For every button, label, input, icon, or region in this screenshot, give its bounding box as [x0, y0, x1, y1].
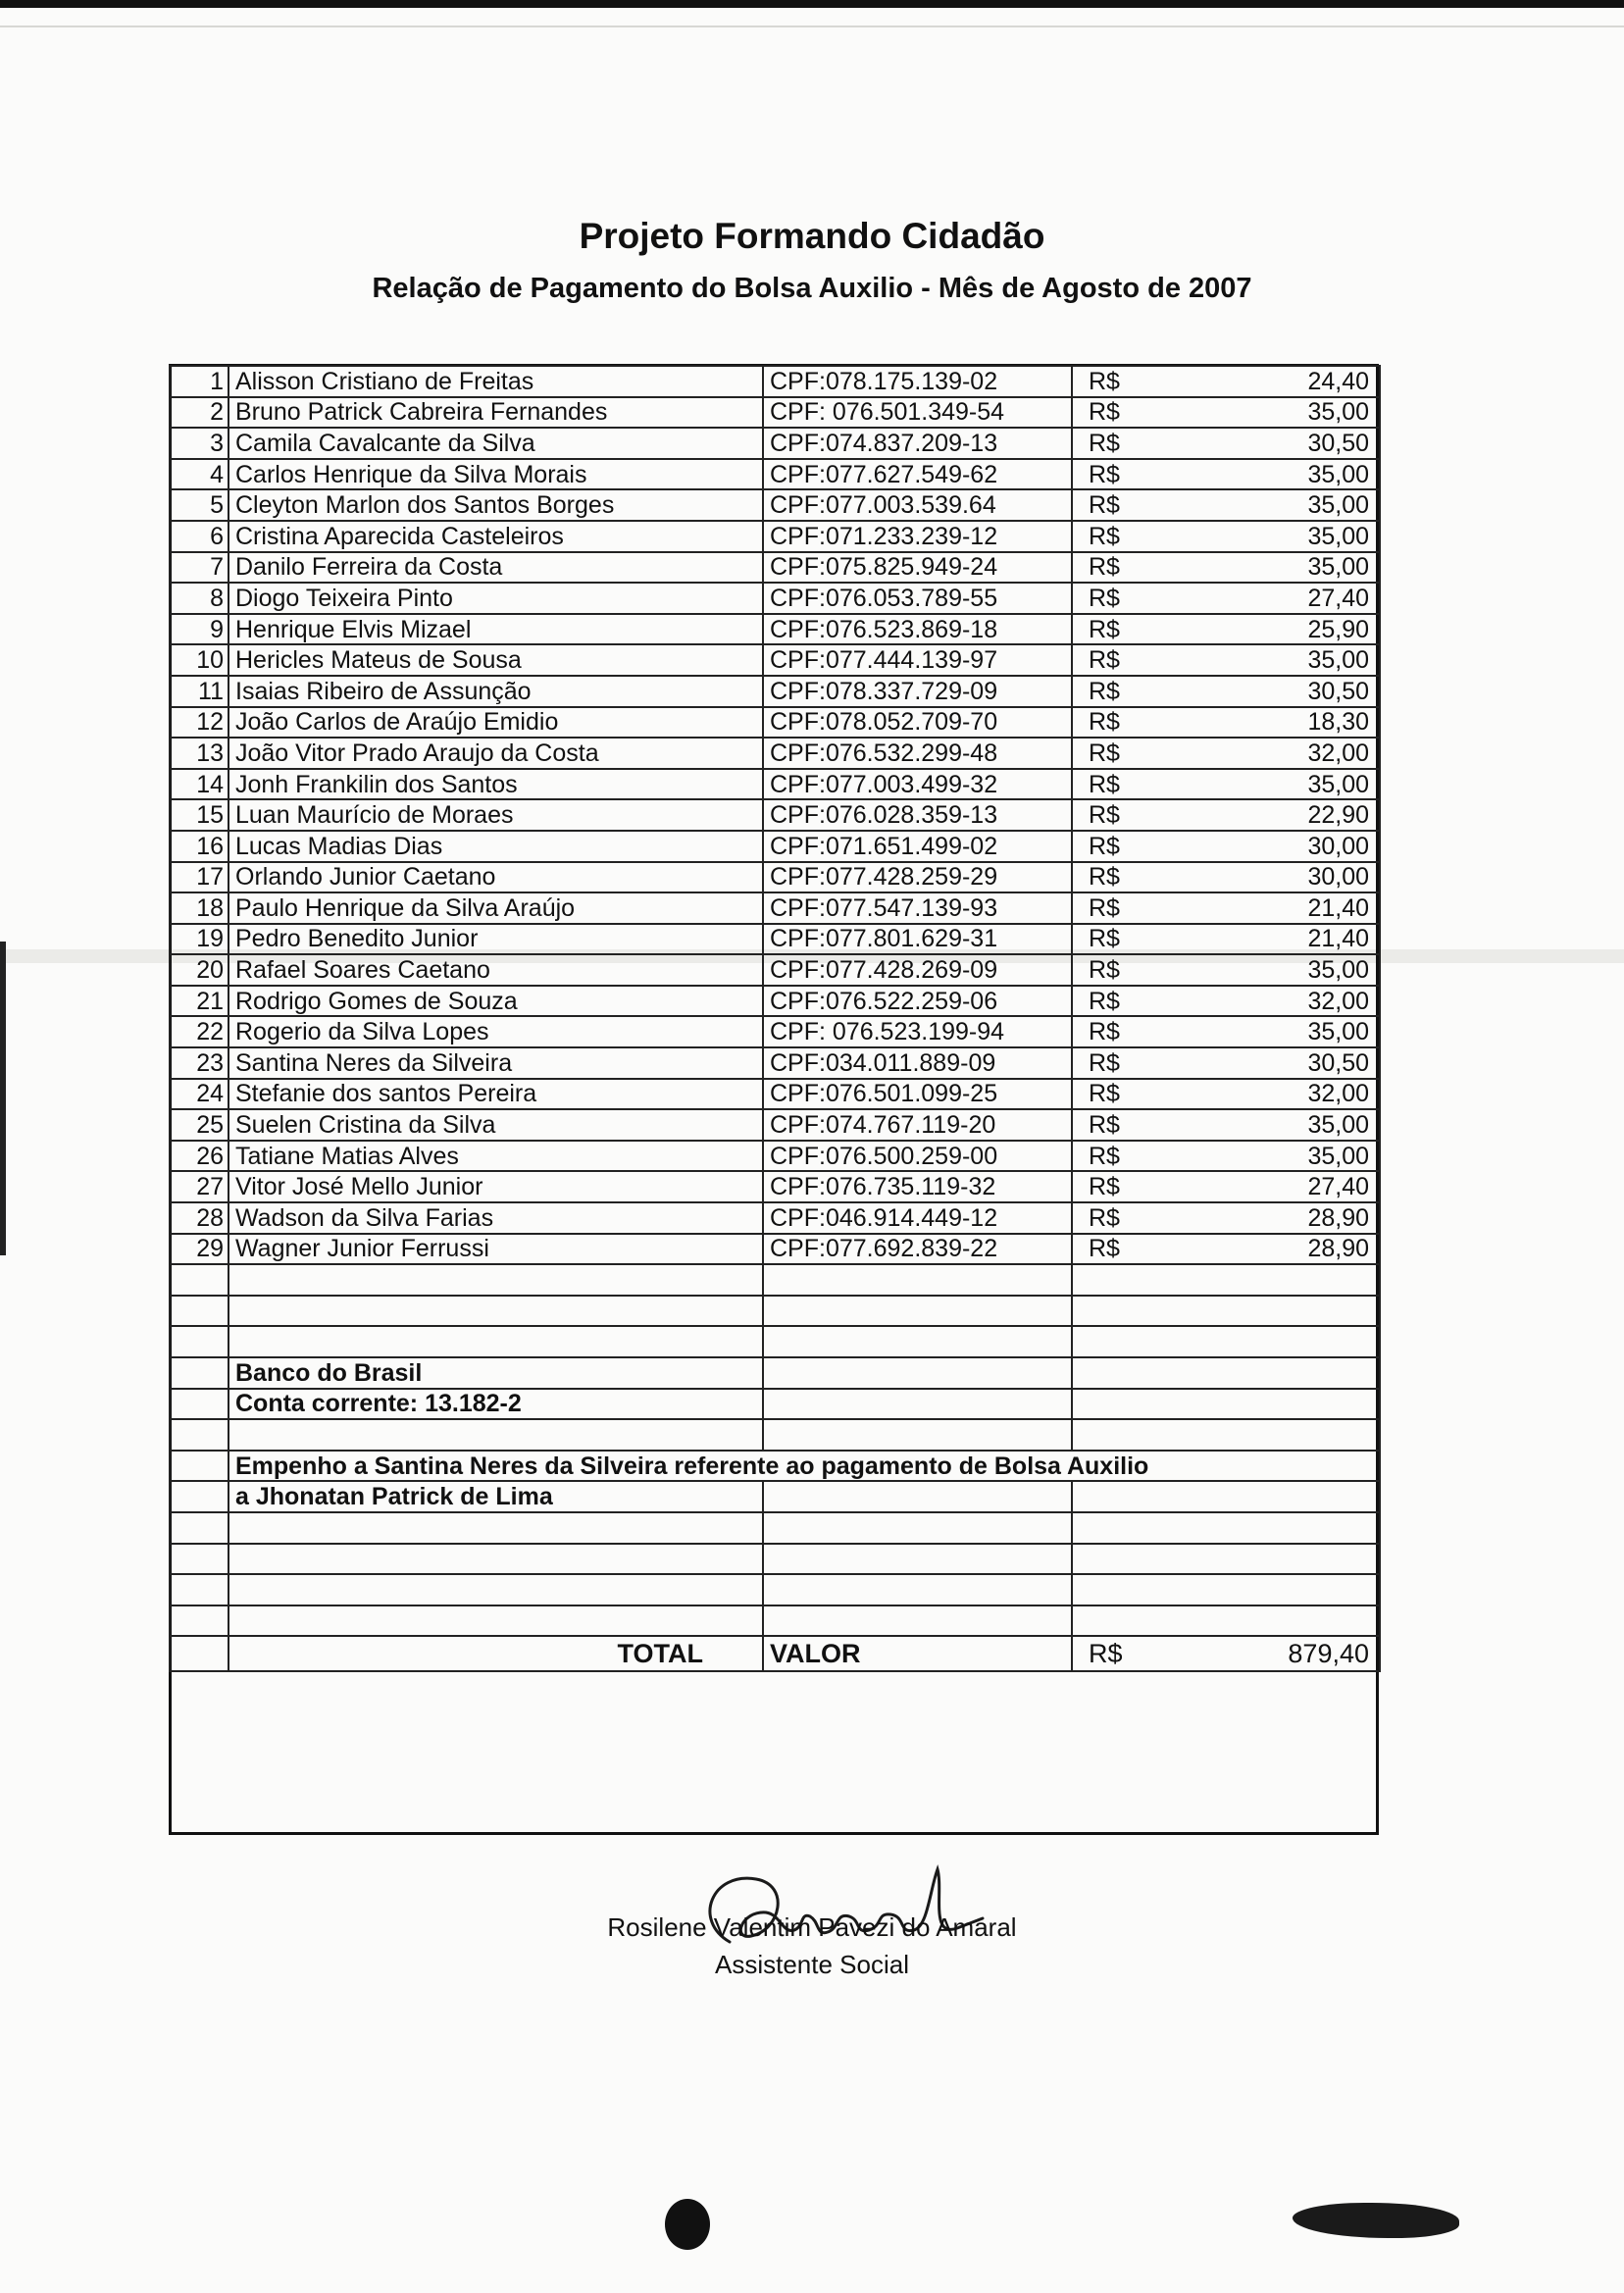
currency-symbol: R$ — [1072, 1109, 1141, 1141]
payment-amount: 32,00 — [1141, 1079, 1380, 1110]
row-number: 6 — [170, 521, 228, 552]
beneficiary-cpf: CPF:077.003.539.64 — [763, 489, 1072, 521]
currency-symbol: R$ — [1072, 1171, 1141, 1202]
payment-amount: 35,00 — [1141, 954, 1380, 986]
table-row — [170, 1109, 1380, 1141]
table-row — [170, 459, 1380, 490]
currency-symbol: R$ — [1072, 954, 1141, 986]
currency-symbol: R$ — [1072, 1047, 1141, 1079]
payment-amount: 25,90 — [1141, 614, 1380, 645]
payment-amount: 30,50 — [1141, 676, 1380, 707]
fold-line — [0, 25, 1624, 27]
currency-symbol: R$ — [1072, 738, 1141, 769]
beneficiary-name: Paulo Henrique da Silva Araújo — [228, 892, 763, 924]
beneficiary-cpf: CPF: 076.523.199-94 — [763, 1016, 1072, 1047]
table-row — [170, 521, 1380, 552]
punch-hole — [665, 2199, 710, 2250]
beneficiary-name: Orlando Junior Caetano — [228, 862, 763, 893]
beneficiary-cpf: CPF:046.914.449-12 — [763, 1202, 1072, 1234]
currency-symbol: R$ — [1072, 1079, 1141, 1110]
footer-rows — [170, 1264, 1380, 1671]
beneficiary-cpf: CPF:076.053.789-55 — [763, 583, 1072, 614]
payment-amount: 21,40 — [1141, 892, 1380, 924]
currency-symbol: R$ — [1072, 1141, 1141, 1172]
row-number: 21 — [170, 986, 228, 1017]
beneficiary-cpf: CPF:078.175.139-02 — [763, 366, 1072, 397]
payment-amount: 35,00 — [1141, 489, 1380, 521]
beneficiary-name: Danilo Ferreira da Costa — [228, 552, 763, 584]
beneficiary-cpf: CPF:076.523.869-18 — [763, 614, 1072, 645]
bank-row — [170, 1357, 1380, 1389]
beneficiary-name: Hericles Mateus de Sousa — [228, 644, 763, 676]
payment-amount: 21,40 — [1141, 924, 1380, 955]
row-number: 11 — [170, 676, 228, 707]
beneficiary-name: João Vitor Prado Araujo da Costa — [228, 738, 763, 769]
currency-symbol: R$ — [1072, 799, 1141, 831]
beneficiary-cpf: CPF:077.444.139-97 — [763, 644, 1072, 676]
signatory-name: Rosilene Valentim Pavezi do Amaral — [607, 1912, 1017, 1942]
row-number: 26 — [170, 1141, 228, 1172]
row-number: 23 — [170, 1047, 228, 1079]
beneficiary-cpf: CPF:076.501.099-25 — [763, 1079, 1072, 1110]
beneficiary-name: Cleyton Marlon dos Santos Borges — [228, 489, 763, 521]
currency-symbol: R$ — [1072, 552, 1141, 584]
payment-amount: 32,00 — [1141, 738, 1380, 769]
table-row — [170, 428, 1380, 459]
beneficiary-cpf: CPF:034.011.889-09 — [763, 1047, 1072, 1079]
row-number: 29 — [170, 1234, 228, 1265]
beneficiary-name: Pedro Benedito Junior — [228, 924, 763, 955]
blank-row — [170, 1574, 1380, 1605]
blank-row — [170, 1419, 1380, 1451]
beneficiary-name: Lucas Madias Dias — [228, 831, 763, 862]
table-row — [170, 583, 1380, 614]
beneficiary-cpf: CPF:077.003.499-32 — [763, 769, 1072, 800]
payment-amount: 35,00 — [1141, 1141, 1380, 1172]
currency-symbol: R$ — [1072, 489, 1141, 521]
row-number: 5 — [170, 489, 228, 521]
bank-account: Conta corrente: 13.182-2 — [228, 1389, 763, 1420]
table-row — [170, 1047, 1380, 1079]
account-row — [170, 1389, 1380, 1420]
total-currency: R$ — [1072, 1636, 1141, 1671]
beneficiary-name: Bruno Patrick Cabreira Fernandes — [228, 397, 763, 429]
payment-amount: 35,00 — [1141, 769, 1380, 800]
table-row — [170, 986, 1380, 1017]
currency-symbol: R$ — [1072, 1016, 1141, 1047]
currency-symbol: R$ — [1072, 614, 1141, 645]
table-row — [170, 924, 1380, 955]
payment-amount: 18,30 — [1141, 707, 1380, 739]
beneficiary-name: Diogo Teixeira Pinto — [228, 583, 763, 614]
row-number: 18 — [170, 892, 228, 924]
payment-amount: 35,00 — [1141, 1109, 1380, 1141]
beneficiary-cpf: CPF:076.500.259-00 — [763, 1141, 1072, 1172]
currency-symbol: R$ — [1072, 986, 1141, 1017]
currency-symbol: R$ — [1072, 397, 1141, 429]
blank-row — [170, 1326, 1380, 1357]
table-row — [170, 1202, 1380, 1234]
row-number: 14 — [170, 769, 228, 800]
payment-amount: 30,50 — [1141, 428, 1380, 459]
page-subtitle: Relação de Pagamento do Bolsa Auxilio - Mês de Agosto de 2007 — [372, 273, 1252, 304]
row-number: 1 — [170, 366, 228, 397]
beneficiary-cpf: CPF:076.028.359-13 — [763, 799, 1072, 831]
currency-symbol: R$ — [1072, 366, 1141, 397]
row-number: 16 — [170, 831, 228, 862]
table-row — [170, 366, 1380, 397]
currency-symbol: R$ — [1072, 583, 1141, 614]
table-row — [170, 1079, 1380, 1110]
table-row — [170, 769, 1380, 800]
note-row — [170, 1451, 1380, 1482]
payment-amount: 35,00 — [1141, 644, 1380, 676]
currency-symbol: R$ — [1072, 862, 1141, 893]
row-number: 20 — [170, 954, 228, 986]
row-number: 4 — [170, 459, 228, 490]
table-row — [170, 676, 1380, 707]
total-value-label: VALOR — [763, 1636, 1072, 1671]
blank-row — [170, 1264, 1380, 1296]
payment-amount: 35,00 — [1141, 1016, 1380, 1047]
table-row — [170, 831, 1380, 862]
table-row — [170, 1016, 1380, 1047]
payment-amount: 30,50 — [1141, 1047, 1380, 1079]
scan-left-edge — [0, 942, 6, 1255]
row-number: 9 — [170, 614, 228, 645]
payment-amount: 32,00 — [1141, 986, 1380, 1017]
beneficiary-cpf: CPF:078.052.709-70 — [763, 707, 1072, 739]
row-number: 8 — [170, 583, 228, 614]
beneficiary-cpf: CPF:076.522.259-06 — [763, 986, 1072, 1017]
table-row — [170, 707, 1380, 739]
currency-symbol: R$ — [1072, 769, 1141, 800]
beneficiary-name: Rodrigo Gomes de Souza — [228, 986, 763, 1017]
beneficiary-name: Rafael Soares Caetano — [228, 954, 763, 986]
payment-amount: 27,40 — [1141, 1171, 1380, 1202]
table-row — [170, 489, 1380, 521]
row-number: 17 — [170, 862, 228, 893]
payment-rows — [170, 366, 1380, 1264]
beneficiary-cpf: CPF:077.547.139-93 — [763, 892, 1072, 924]
row-number: 15 — [170, 799, 228, 831]
beneficiary-cpf: CPF:077.428.269-09 — [763, 954, 1072, 986]
beneficiary-cpf: CPF:076.532.299-48 — [763, 738, 1072, 769]
beneficiary-cpf: CPF:077.627.549-62 — [763, 459, 1072, 490]
table-row — [170, 892, 1380, 924]
table-row — [170, 1141, 1380, 1172]
currency-symbol: R$ — [1072, 676, 1141, 707]
currency-symbol: R$ — [1072, 428, 1141, 459]
currency-symbol: R$ — [1072, 521, 1141, 552]
total-label: TOTAL — [228, 1636, 763, 1671]
signatory-role: Assistente Social — [715, 1950, 909, 1979]
beneficiary-cpf: CPF:078.337.729-09 — [763, 676, 1072, 707]
beneficiary-name: Stefanie dos santos Pereira — [228, 1079, 763, 1110]
ink-blot — [1293, 2203, 1459, 2238]
payment-amount: 24,40 — [1141, 366, 1380, 397]
note-line-1: Empenho a Santina Neres da Silveira referente ao pagamento de Bolsa Auxilio — [228, 1451, 1380, 1482]
total-row — [170, 1636, 1380, 1671]
currency-symbol: R$ — [1072, 924, 1141, 955]
note-line-2: a Jhonatan Patrick de Lima — [228, 1481, 763, 1512]
payment-amount: 30,00 — [1141, 831, 1380, 862]
currency-symbol: R$ — [1072, 644, 1141, 676]
table-row — [170, 738, 1380, 769]
row-number: 24 — [170, 1079, 228, 1110]
beneficiary-cpf: CPF:076.735.119-32 — [763, 1171, 1072, 1202]
beneficiary-name: Jonh Frankilin dos Santos — [228, 769, 763, 800]
row-number: 7 — [170, 552, 228, 584]
beneficiary-name: Santina Neres da Silveira — [228, 1047, 763, 1079]
currency-symbol: R$ — [1072, 1202, 1141, 1234]
beneficiary-name: Isaias Ribeiro de Assunção — [228, 676, 763, 707]
beneficiary-cpf: CPF:075.825.949-24 — [763, 552, 1072, 584]
table-row — [170, 954, 1380, 986]
blank-row — [170, 1296, 1380, 1327]
total-amount: 879,40 — [1141, 1636, 1380, 1671]
beneficiary-name: Suelen Cristina da Silva — [228, 1109, 763, 1141]
beneficiary-name: Luan Maurício de Moraes — [228, 799, 763, 831]
beneficiary-cpf: CPF:071.233.239-12 — [763, 521, 1072, 552]
blank-row — [170, 1605, 1380, 1637]
table-row — [170, 644, 1380, 676]
currency-symbol: R$ — [1072, 892, 1141, 924]
row-number: 12 — [170, 707, 228, 739]
beneficiary-name: Alisson Cristiano de Freitas — [228, 366, 763, 397]
table-row — [170, 1171, 1380, 1202]
beneficiary-name: João Carlos de Araújo Emidio — [228, 707, 763, 739]
row-number: 13 — [170, 738, 228, 769]
beneficiary-cpf: CPF:077.692.839-22 — [763, 1234, 1072, 1265]
row-number: 2 — [170, 397, 228, 429]
beneficiary-name: Carlos Henrique da Silva Morais — [228, 459, 763, 490]
currency-symbol: R$ — [1072, 831, 1141, 862]
blank-row — [170, 1512, 1380, 1544]
payment-amount: 35,00 — [1141, 397, 1380, 429]
bank-name: Banco do Brasil — [228, 1357, 763, 1389]
beneficiary-name: Vitor José Mello Junior — [228, 1171, 763, 1202]
payment-amount: 22,90 — [1141, 799, 1380, 831]
payment-amount: 35,00 — [1141, 459, 1380, 490]
payment-amount: 28,90 — [1141, 1202, 1380, 1234]
beneficiary-name: Wadson da Silva Farias — [228, 1202, 763, 1234]
beneficiary-cpf: CPF:071.651.499-02 — [763, 831, 1072, 862]
beneficiary-name: Henrique Elvis Mizael — [228, 614, 763, 645]
payment-amount: 35,00 — [1141, 552, 1380, 584]
row-number: 25 — [170, 1109, 228, 1141]
payment-amount: 35,00 — [1141, 521, 1380, 552]
beneficiary-cpf: CPF:074.767.119-20 — [763, 1109, 1072, 1141]
note-row — [170, 1481, 1380, 1512]
table-row — [170, 862, 1380, 893]
beneficiary-name: Cristina Aparecida Casteleiros — [228, 521, 763, 552]
blank-row — [170, 1544, 1380, 1575]
page-title: Projeto Formando Cidadão — [579, 216, 1045, 256]
currency-symbol: R$ — [1072, 707, 1141, 739]
row-number: 3 — [170, 428, 228, 459]
row-number: 27 — [170, 1171, 228, 1202]
beneficiary-name: Camila Cavalcante da Silva — [228, 428, 763, 459]
payment-amount: 30,00 — [1141, 862, 1380, 893]
payment-table — [169, 365, 1381, 1672]
table-row — [170, 614, 1380, 645]
table-row — [170, 1234, 1380, 1265]
row-number: 28 — [170, 1202, 228, 1234]
handwritten-signature — [673, 1852, 987, 1960]
payment-amount: 27,40 — [1141, 583, 1380, 614]
beneficiary-cpf: CPF:074.837.209-13 — [763, 428, 1072, 459]
row-number: 22 — [170, 1016, 228, 1047]
beneficiary-name: Tatiane Matias Alves — [228, 1141, 763, 1172]
scan-top-edge — [0, 0, 1624, 8]
table-row — [170, 397, 1380, 429]
payment-amount: 28,90 — [1141, 1234, 1380, 1265]
beneficiary-cpf: CPF:077.428.259-29 — [763, 862, 1072, 893]
row-number: 19 — [170, 924, 228, 955]
beneficiary-name: Rogerio da Silva Lopes — [228, 1016, 763, 1047]
beneficiary-name: Wagner Junior Ferrussi — [228, 1234, 763, 1265]
table-row — [170, 799, 1380, 831]
beneficiary-cpf: CPF: 076.501.349-54 — [763, 397, 1072, 429]
table-row — [170, 552, 1380, 584]
beneficiary-cpf: CPF:077.801.629-31 — [763, 924, 1072, 955]
currency-symbol: R$ — [1072, 459, 1141, 490]
currency-symbol: R$ — [1072, 1234, 1141, 1265]
row-number: 10 — [170, 644, 228, 676]
